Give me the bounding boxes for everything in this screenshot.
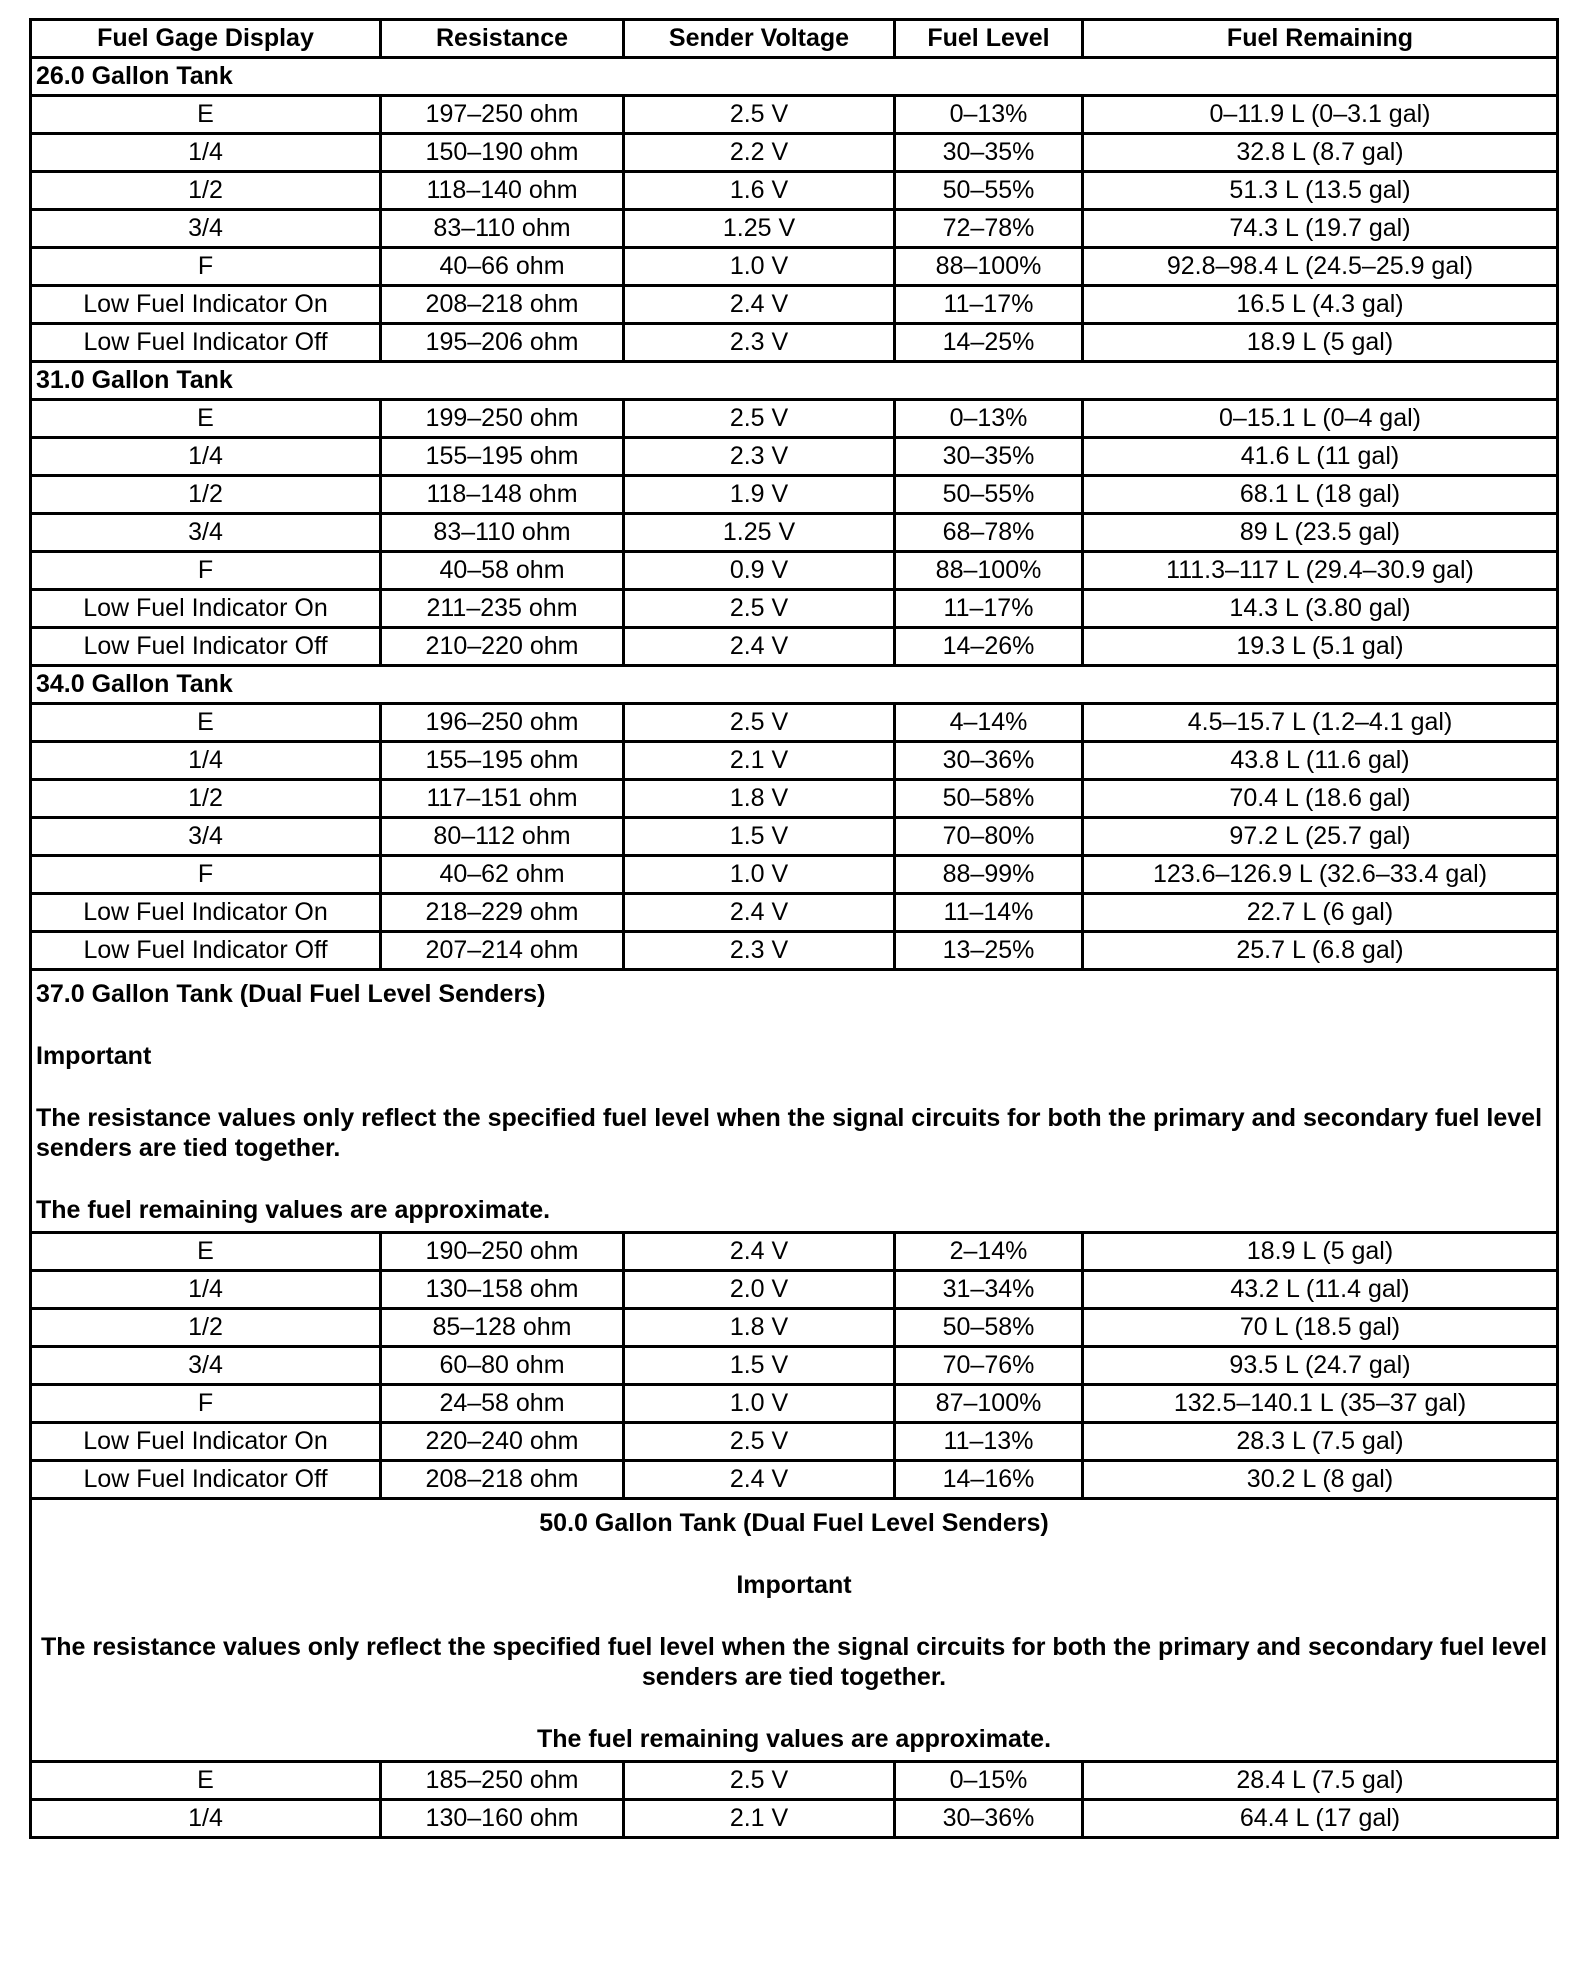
cell-resistance: 155–195 ohm (381, 742, 624, 780)
cell-display: 3/4 (31, 514, 381, 552)
cell-remaining: 28.4 L (7.5 gal) (1083, 1762, 1558, 1800)
cell-voltage: 2.3 V (624, 438, 895, 476)
cell-level: 0–13% (895, 400, 1083, 438)
cell-voltage: 0.9 V (624, 552, 895, 590)
table-row (31, 210, 1558, 248)
cell-remaining: 25.7 L (6.8 gal) (1083, 932, 1558, 970)
table-row (31, 1385, 1558, 1423)
cell-level: 31–34% (895, 1271, 1083, 1309)
cell-level: 88–99% (895, 856, 1083, 894)
cell-remaining: 22.7 L (6 gal) (1083, 894, 1558, 932)
cell-resistance: 196–250 ohm (381, 704, 624, 742)
section-note (31, 1499, 1558, 1762)
table-row (31, 818, 1558, 856)
header-fuel-remaining: Fuel Remaining (1083, 20, 1558, 58)
table-row (31, 96, 1558, 134)
table-row (31, 932, 1558, 970)
cell-display: E (31, 1762, 381, 1800)
table-row (31, 894, 1558, 932)
cell-level: 88–100% (895, 248, 1083, 286)
cell-remaining: 32.8 L (8.7 gal) (1083, 134, 1558, 172)
cell-resistance: 155–195 ohm (381, 438, 624, 476)
table-row (31, 1762, 1558, 1800)
fuel-gage-table (29, 18, 1559, 1839)
cell-display: F (31, 1385, 381, 1423)
cell-voltage: 1.25 V (624, 210, 895, 248)
cell-display: 3/4 (31, 210, 381, 248)
cell-remaining: 51.3 L (13.5 gal) (1083, 172, 1558, 210)
cell-remaining: 97.2 L (25.7 gal) (1083, 818, 1558, 856)
cell-display: Low Fuel Indicator Off (31, 628, 381, 666)
section-header-row (31, 362, 1558, 400)
cell-voltage: 1.8 V (624, 780, 895, 818)
cell-voltage: 2.5 V (624, 590, 895, 628)
cell-remaining: 68.1 L (18 gal) (1083, 476, 1558, 514)
cell-resistance: 83–110 ohm (381, 514, 624, 552)
cell-display: 1/2 (31, 780, 381, 818)
header-fuel-gage-display: Fuel Gage Display (31, 20, 381, 58)
cell-display: Low Fuel Indicator On (31, 894, 381, 932)
cell-resistance: 85–128 ohm (381, 1309, 624, 1347)
cell-display: 1/2 (31, 172, 381, 210)
cell-voltage: 2.4 V (624, 1461, 895, 1499)
section-title: 34.0 Gallon Tank (31, 666, 1558, 704)
section-header-row (31, 666, 1558, 704)
table-row (31, 476, 1558, 514)
cell-remaining: 28.3 L (7.5 gal) (1083, 1423, 1558, 1461)
table-row (31, 514, 1558, 552)
cell-level: 14–16% (895, 1461, 1083, 1499)
cell-level: 11–13% (895, 1423, 1083, 1461)
cell-level: 11–14% (895, 894, 1083, 932)
cell-level: 2–14% (895, 1233, 1083, 1271)
cell-display: 1/4 (31, 438, 381, 476)
cell-voltage: 2.5 V (624, 1762, 895, 1800)
table-row (31, 324, 1558, 362)
cell-level: 50–55% (895, 476, 1083, 514)
section-title: 37.0 Gallon Tank (Dual Fuel Level Senders) (36, 980, 546, 1008)
cell-remaining: 18.9 L (5 gal) (1083, 1233, 1558, 1271)
cell-resistance: 185–250 ohm (381, 1762, 624, 1800)
cell-remaining: 93.5 L (24.7 gal) (1083, 1347, 1558, 1385)
cell-voltage: 2.1 V (624, 742, 895, 780)
cell-level: 72–78% (895, 210, 1083, 248)
table-row (31, 172, 1558, 210)
cell-level: 70–80% (895, 818, 1083, 856)
cell-remaining: 16.5 L (4.3 gal) (1083, 286, 1558, 324)
cell-display: F (31, 552, 381, 590)
cell-voltage: 1.5 V (624, 1347, 895, 1385)
cell-remaining: 64.4 L (17 gal) (1083, 1800, 1558, 1838)
cell-remaining: 18.9 L (5 gal) (1083, 324, 1558, 362)
cell-resistance: 218–229 ohm (381, 894, 624, 932)
table-row (31, 400, 1558, 438)
cell-resistance: 208–218 ohm (381, 1461, 624, 1499)
cell-display: E (31, 1233, 381, 1271)
cell-resistance: 208–218 ohm (381, 286, 624, 324)
cell-resistance: 207–214 ohm (381, 932, 624, 970)
cell-resistance: 195–206 ohm (381, 324, 624, 362)
cell-level: 30–35% (895, 134, 1083, 172)
table-row (31, 1800, 1558, 1838)
important-label: Important (36, 1042, 152, 1070)
cell-resistance: 40–62 ohm (381, 856, 624, 894)
cell-level: 0–13% (895, 96, 1083, 134)
table-row (31, 1233, 1558, 1271)
table-row (31, 1347, 1558, 1385)
table-body (31, 58, 1558, 1838)
cell-voltage: 1.25 V (624, 514, 895, 552)
cell-voltage: 2.5 V (624, 400, 895, 438)
cell-resistance: 150–190 ohm (381, 134, 624, 172)
cell-display: 1/4 (31, 1800, 381, 1838)
cell-level: 50–58% (895, 780, 1083, 818)
cell-display: 3/4 (31, 818, 381, 856)
cell-resistance: 40–58 ohm (381, 552, 624, 590)
table-row (31, 134, 1558, 172)
cell-remaining: 92.8–98.4 L (24.5–25.9 gal) (1083, 248, 1558, 286)
cell-resistance: 118–148 ohm (381, 476, 624, 514)
cell-remaining: 14.3 L (3.80 gal) (1083, 590, 1558, 628)
cell-level: 11–17% (895, 590, 1083, 628)
cell-voltage: 2.4 V (624, 286, 895, 324)
table-row (31, 1423, 1558, 1461)
cell-level: 50–58% (895, 1309, 1083, 1347)
cell-level: 14–25% (895, 324, 1083, 362)
cell-display: E (31, 704, 381, 742)
cell-voltage: 2.5 V (624, 96, 895, 134)
cell-voltage: 1.0 V (624, 1385, 895, 1423)
cell-resistance: 130–160 ohm (381, 1800, 624, 1838)
cell-level: 13–25% (895, 932, 1083, 970)
cell-voltage: 2.5 V (624, 1423, 895, 1461)
cell-display: F (31, 248, 381, 286)
cell-display: Low Fuel Indicator On (31, 286, 381, 324)
cell-voltage: 2.5 V (624, 704, 895, 742)
cell-voltage: 2.3 V (624, 932, 895, 970)
cell-level: 88–100% (895, 552, 1083, 590)
header-sender-voltage: Sender Voltage (624, 20, 895, 58)
cell-display: 1/2 (31, 1309, 381, 1347)
cell-display: Low Fuel Indicator Off (31, 1461, 381, 1499)
cell-voltage: 2.4 V (624, 1233, 895, 1271)
cell-resistance: 40–66 ohm (381, 248, 624, 286)
note-text: The resistance values only reflect the specified fuel level when the signal circuits for both the primary and secondary fuel level senders are tied together. (40, 1633, 1548, 1691)
cell-voltage: 1.9 V (624, 476, 895, 514)
section-note-row (31, 970, 1558, 1233)
cell-remaining: 70 L (18.5 gal) (1083, 1309, 1558, 1347)
important-label: Important (736, 1571, 852, 1599)
cell-voltage: 2.4 V (624, 628, 895, 666)
cell-resistance: 80–112 ohm (381, 818, 624, 856)
cell-voltage: 2.1 V (624, 1800, 895, 1838)
cell-remaining: 89 L (23.5 gal) (1083, 514, 1558, 552)
section-note (31, 970, 1558, 1233)
header-fuel-level: Fuel Level (895, 20, 1083, 58)
cell-remaining: 43.2 L (11.4 gal) (1083, 1271, 1558, 1309)
cell-remaining: 70.4 L (18.6 gal) (1083, 780, 1558, 818)
cell-remaining: 41.6 L (11 gal) (1083, 438, 1558, 476)
cell-remaining: 30.2 L (8 gal) (1083, 1461, 1558, 1499)
cell-level: 30–36% (895, 1800, 1083, 1838)
cell-display: 1/4 (31, 1271, 381, 1309)
cell-display: 3/4 (31, 1347, 381, 1385)
table-row (31, 438, 1558, 476)
cell-level: 87–100% (895, 1385, 1083, 1423)
table-row (31, 856, 1558, 894)
cell-level: 70–76% (895, 1347, 1083, 1385)
cell-level: 4–14% (895, 704, 1083, 742)
cell-resistance: 197–250 ohm (381, 96, 624, 134)
cell-resistance: 210–220 ohm (381, 628, 624, 666)
cell-level: 68–78% (895, 514, 1083, 552)
cell-level: 30–36% (895, 742, 1083, 780)
table-row (31, 1461, 1558, 1499)
cell-remaining: 111.3–117 L (29.4–30.9 gal) (1083, 552, 1558, 590)
note-text: The fuel remaining values are approximate. (536, 1725, 1052, 1753)
header-row (31, 20, 1558, 58)
section-header-row (31, 58, 1558, 96)
note-text: The resistance values only reflect the specified fuel level when the signal circuits for both the primary and secondary fuel level senders are tied together. (36, 1104, 1543, 1162)
cell-resistance: 190–250 ohm (381, 1233, 624, 1271)
section-title: 50.0 Gallon Tank (Dual Fuel Level Senders) (539, 1509, 1049, 1537)
cell-remaining: 4.5–15.7 L (1.2–4.1 gal) (1083, 704, 1558, 742)
header-resistance: Resistance (381, 20, 624, 58)
cell-level: 11–17% (895, 286, 1083, 324)
cell-voltage: 2.3 V (624, 324, 895, 362)
cell-resistance: 118–140 ohm (381, 172, 624, 210)
cell-voltage: 1.0 V (624, 856, 895, 894)
table-row (31, 780, 1558, 818)
table-row (31, 248, 1558, 286)
cell-display: Low Fuel Indicator Off (31, 324, 381, 362)
cell-voltage: 1.5 V (624, 818, 895, 856)
section-note-row (31, 1499, 1558, 1762)
cell-remaining: 0–15.1 L (0–4 gal) (1083, 400, 1558, 438)
cell-level: 0–15% (895, 1762, 1083, 1800)
table-row (31, 742, 1558, 780)
cell-display: Low Fuel Indicator On (31, 590, 381, 628)
cell-resistance: 220–240 ohm (381, 1423, 624, 1461)
cell-remaining: 74.3 L (19.7 gal) (1083, 210, 1558, 248)
cell-display: Low Fuel Indicator On (31, 1423, 381, 1461)
cell-remaining: 0–11.9 L (0–3.1 gal) (1083, 96, 1558, 134)
table-row (31, 590, 1558, 628)
table-row (31, 704, 1558, 742)
table-row (31, 628, 1558, 666)
section-title: 31.0 Gallon Tank (31, 362, 1558, 400)
cell-display: E (31, 96, 381, 134)
cell-voltage: 1.8 V (624, 1309, 895, 1347)
cell-display: 1/4 (31, 742, 381, 780)
cell-level: 50–55% (895, 172, 1083, 210)
table-row (31, 1271, 1558, 1309)
cell-voltage: 1.0 V (624, 248, 895, 286)
note-text: The fuel remaining values are approximate. (36, 1196, 551, 1224)
cell-voltage: 2.2 V (624, 134, 895, 172)
cell-voltage: 2.4 V (624, 894, 895, 932)
cell-display: E (31, 400, 381, 438)
cell-resistance: 199–250 ohm (381, 400, 624, 438)
cell-level: 14–26% (895, 628, 1083, 666)
cell-display: F (31, 856, 381, 894)
table-row (31, 286, 1558, 324)
cell-level: 30–35% (895, 438, 1083, 476)
cell-display: 1/2 (31, 476, 381, 514)
cell-voltage: 1.6 V (624, 172, 895, 210)
table-row (31, 1309, 1558, 1347)
section-title: 26.0 Gallon Tank (31, 58, 1558, 96)
cell-remaining: 43.8 L (11.6 gal) (1083, 742, 1558, 780)
cell-voltage: 2.0 V (624, 1271, 895, 1309)
cell-resistance: 211–235 ohm (381, 590, 624, 628)
cell-display: 1/4 (31, 134, 381, 172)
table-row (31, 552, 1558, 590)
cell-resistance: 117–151 ohm (381, 780, 624, 818)
cell-remaining: 132.5–140.1 L (35–37 gal) (1083, 1385, 1558, 1423)
cell-resistance: 130–158 ohm (381, 1271, 624, 1309)
cell-display: Low Fuel Indicator Off (31, 932, 381, 970)
cell-resistance: 24–58 ohm (381, 1385, 624, 1423)
cell-resistance: 83–110 ohm (381, 210, 624, 248)
cell-remaining: 123.6–126.9 L (32.6–33.4 gal) (1083, 856, 1558, 894)
cell-resistance: 60–80 ohm (381, 1347, 624, 1385)
cell-remaining: 19.3 L (5.1 gal) (1083, 628, 1558, 666)
